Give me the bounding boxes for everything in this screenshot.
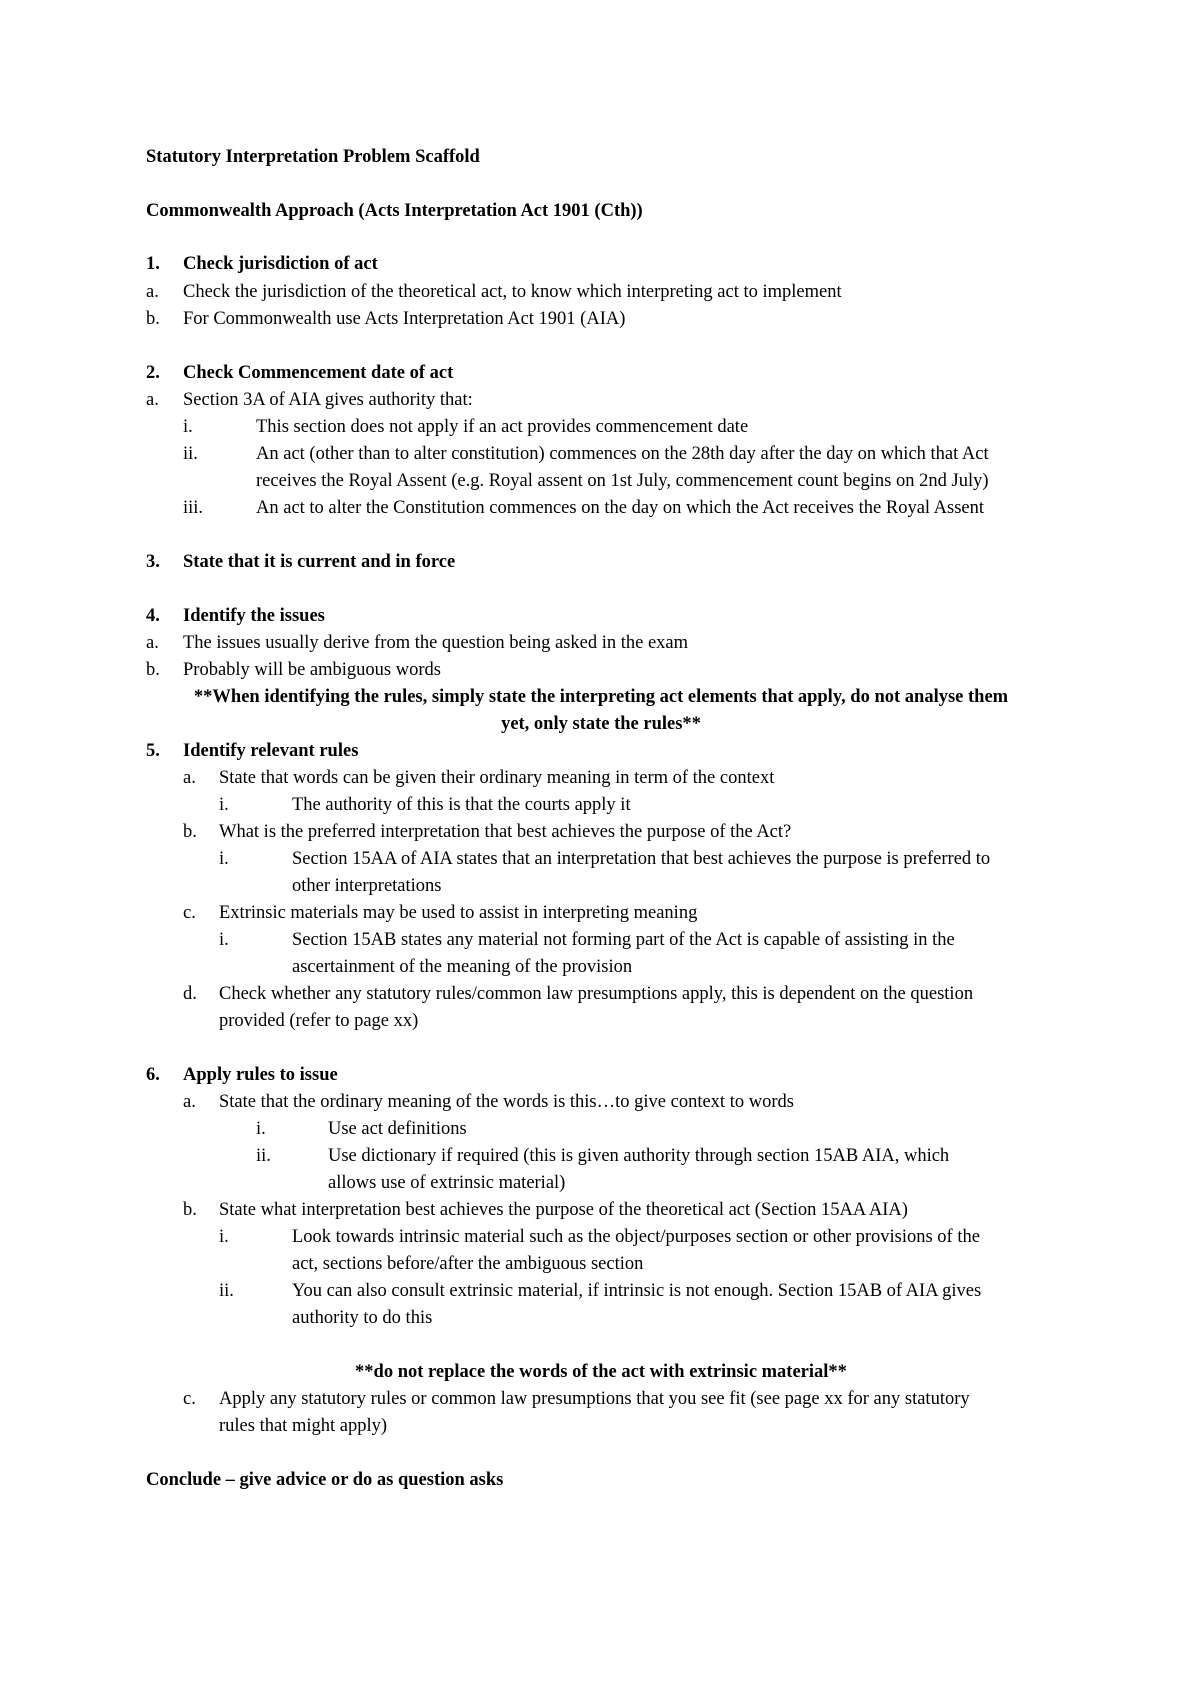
item-label: i. [183, 417, 193, 437]
list-item: You can also consult extrinsic material, if intrinsic is not enough. Section 15AB of AIA gives [292, 1281, 982, 1301]
list-item: Extrinsic materials may be used to assist in interpreting meaning [219, 903, 698, 923]
list-item: Use act definitions [328, 1119, 467, 1139]
list-item: Check whether any statutory rules/common law presumptions apply, this is dependent on the question [219, 984, 974, 1004]
item-label: i. [256, 1119, 266, 1139]
section-4-heading: Identify the issues [183, 606, 325, 626]
list-item: What is the preferred interpretation that best achieves the purpose of the Act? [219, 822, 792, 842]
section-1-number: 1. [146, 254, 160, 274]
item-label: d. [183, 984, 197, 1004]
item-label: i. [219, 930, 229, 950]
list-item: Apply any statutory rules or common law presumptions that you see fit (see page xx for any statutory [219, 1389, 970, 1409]
list-item: This section does not apply if an act provides commencement date [256, 417, 749, 437]
item-label: i. [219, 1227, 229, 1247]
item-label: iii. [183, 498, 204, 518]
item-label: b. [183, 822, 197, 842]
document-title: Statutory Interpretation Problem Scaffold [146, 147, 480, 167]
section-2-heading: Check Commencement date of act [183, 363, 454, 383]
section-4-number: 4. [146, 606, 160, 626]
item-label: ii. [183, 444, 198, 464]
item-label: i. [219, 795, 229, 815]
section-1-heading: Check jurisdiction of act [183, 254, 378, 274]
item-label: a. [183, 768, 196, 788]
list-item-continued: receives the Royal Assent (e.g. Royal assent on 1st July, commencement count begins on 2nd July) [256, 471, 989, 491]
list-item: An act (other than to alter constitution) commences on the 28th day after the day on which that Act [256, 444, 989, 464]
section-5-heading: Identify relevant rules [183, 741, 359, 761]
section-6-number: 6. [146, 1065, 160, 1085]
rules-note: **When identifying the rules, simply state the interpreting act elements that apply, do not analyse them [193, 687, 1009, 707]
section-2-number: 2. [146, 363, 160, 383]
item-label: b. [146, 309, 160, 329]
list-item-continued: authority to do this [292, 1308, 433, 1328]
list-item-continued: other interpretations [292, 876, 442, 896]
list-item: Section 15AB states any material not forming part of the Act is capable of assisting in the [292, 930, 955, 950]
list-item: Use dictionary if required (this is given authority through section 15AB AIA, which [328, 1146, 950, 1166]
item-label: c. [183, 1389, 196, 1409]
list-item: Check the jurisdiction of the theoretical act, to know which interpreting act to implement [183, 282, 842, 302]
list-item-continued: act, sections before/after the ambiguous section [292, 1254, 644, 1274]
section-3-number: 3. [146, 552, 160, 572]
item-label: b. [146, 660, 160, 680]
list-item: Probably will be ambiguous words [183, 660, 441, 680]
approach-heading: Commonwealth Approach (Acts Interpretation Act 1901 (Cth)) [146, 201, 643, 221]
conclusion-heading: Conclude – give advice or do as question asks [146, 1470, 504, 1490]
item-label: c. [183, 903, 196, 923]
rules-note-continued: yet, only state the rules** [501, 714, 701, 734]
section-5-number: 5. [146, 741, 160, 761]
section-6-heading: Apply rules to issue [183, 1065, 338, 1085]
item-label: b. [183, 1200, 197, 1220]
item-label: ii. [219, 1281, 234, 1301]
list-item: State that the ordinary meaning of the words is this…to give context to words [219, 1092, 794, 1112]
section-3-heading: State that it is current and in force [183, 552, 456, 572]
list-item: State what interpretation best achieves the purpose of the theoretical act (Section 15AA AIA) [219, 1200, 908, 1220]
list-item: Look towards intrinsic material such as the object/purposes section or other provisions of the [292, 1227, 980, 1247]
item-label: a. [146, 390, 159, 410]
list-item: An act to alter the Constitution commences on the day on which the Act receives the Royal Assent [256, 498, 985, 518]
extrinsic-note: **do not replace the words of the act with extrinsic material** [355, 1362, 847, 1382]
list-item: The issues usually derive from the question being asked in the exam [183, 633, 689, 653]
list-item: State that words can be given their ordinary meaning in term of the context [219, 768, 775, 788]
item-label: a. [146, 633, 159, 653]
item-label: i. [219, 849, 229, 869]
list-item-continued: rules that might apply) [219, 1416, 388, 1436]
list-item-continued: ascertainment of the meaning of the provision [292, 957, 633, 977]
list-item: For Commonwealth use Acts Interpretation Act 1901 (AIA) [183, 309, 626, 329]
list-item: Section 3A of AIA gives authority that: [183, 390, 473, 410]
list-item: Section 15AA of AIA states that an interpretation that best achieves the purpose is preferred to [292, 849, 991, 869]
item-label: a. [183, 1092, 196, 1112]
item-label: ii. [256, 1146, 271, 1166]
list-item: The authority of this is that the courts apply it [292, 795, 631, 815]
item-label: a. [146, 282, 159, 302]
list-item-continued: allows use of extrinsic material) [328, 1173, 566, 1193]
list-item-continued: provided (refer to page xx) [219, 1011, 419, 1031]
